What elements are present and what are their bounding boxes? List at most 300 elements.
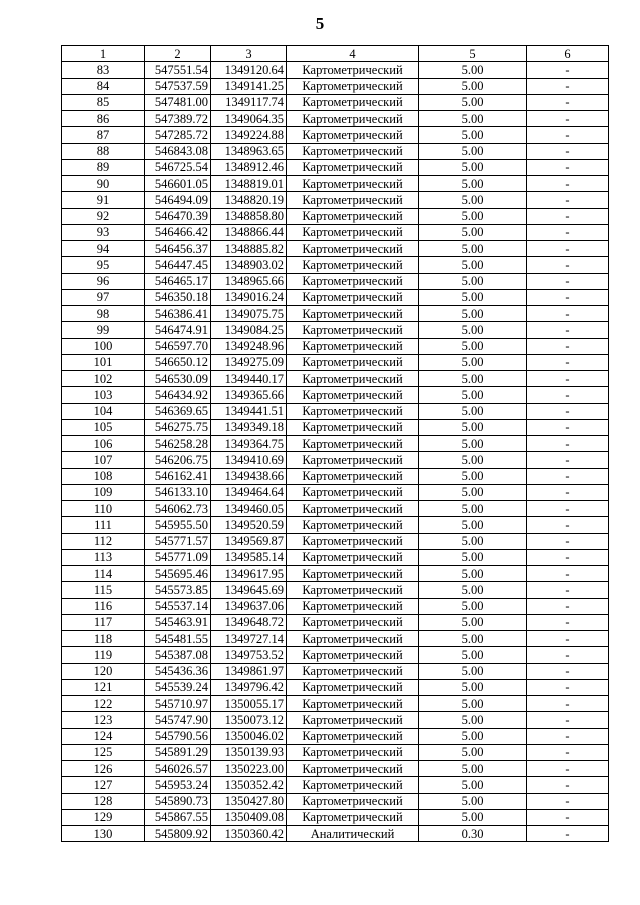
table-row — [62, 192, 609, 208]
accuracy-cell: 5.00 — [419, 566, 527, 582]
accuracy-cell: 5.00 — [419, 111, 527, 127]
table-row — [62, 322, 609, 338]
table-row — [62, 273, 609, 289]
point-number-cell: 109 — [62, 484, 145, 500]
method-cell: Картометрический — [287, 371, 419, 387]
x-coordinate-cell: 547285.72 — [145, 127, 211, 143]
description-cell: - — [527, 322, 609, 338]
method-cell: Картометрический — [287, 468, 419, 484]
description-cell: - — [527, 761, 609, 777]
y-coordinate-cell: 1349248.96 — [211, 338, 287, 354]
point-number-cell: 118 — [62, 631, 145, 647]
description-cell: - — [527, 127, 609, 143]
accuracy-cell: 5.00 — [419, 62, 527, 78]
y-coordinate-cell: 1349520.59 — [211, 517, 287, 533]
table-row — [62, 143, 609, 159]
table-row — [62, 371, 609, 387]
y-coordinate-cell: 1349016.24 — [211, 289, 287, 305]
x-coordinate-cell: 546062.73 — [145, 501, 211, 517]
point-number-cell: 102 — [62, 371, 145, 387]
x-coordinate-cell: 546275.75 — [145, 419, 211, 435]
accuracy-cell: 5.00 — [419, 809, 527, 825]
description-cell: - — [527, 647, 609, 663]
table-row — [62, 696, 609, 712]
method-cell: Картометрический — [287, 338, 419, 354]
x-coordinate-cell: 545710.97 — [145, 696, 211, 712]
x-coordinate-cell: 546386.41 — [145, 306, 211, 322]
accuracy-cell: 5.00 — [419, 696, 527, 712]
method-cell: Картометрический — [287, 484, 419, 500]
table-row — [62, 111, 609, 127]
header-cell-accuracy: 5 — [419, 46, 527, 62]
header-cell-description: 6 — [527, 46, 609, 62]
description-cell: - — [527, 289, 609, 305]
y-coordinate-cell: 1348819.01 — [211, 176, 287, 192]
point-number-cell: 98 — [62, 306, 145, 322]
method-cell: Картометрический — [287, 111, 419, 127]
point-number-cell: 122 — [62, 696, 145, 712]
table-row — [62, 387, 609, 403]
y-coordinate-cell: 1349365.66 — [211, 387, 287, 403]
table-row — [62, 663, 609, 679]
point-number-cell: 91 — [62, 192, 145, 208]
method-cell: Картометрический — [287, 647, 419, 663]
description-cell: - — [527, 712, 609, 728]
description-cell: - — [527, 679, 609, 695]
x-coordinate-cell: 545890.73 — [145, 793, 211, 809]
method-cell: Картометрический — [287, 322, 419, 338]
y-coordinate-cell: 1348912.46 — [211, 159, 287, 175]
x-coordinate-cell: 546470.39 — [145, 208, 211, 224]
table-row — [62, 257, 609, 273]
accuracy-cell: 0.30 — [419, 826, 527, 842]
description-cell: - — [527, 728, 609, 744]
table-row — [62, 582, 609, 598]
accuracy-cell: 5.00 — [419, 614, 527, 630]
method-cell: Картометрический — [287, 419, 419, 435]
y-coordinate-cell: 1349796.42 — [211, 679, 287, 695]
description-cell: - — [527, 696, 609, 712]
table-row — [62, 777, 609, 793]
method-cell: Картометрический — [287, 273, 419, 289]
method-cell: Картометрический — [287, 436, 419, 452]
table-row — [62, 793, 609, 809]
table-row — [62, 241, 609, 257]
description-cell: - — [527, 468, 609, 484]
x-coordinate-cell: 546258.28 — [145, 436, 211, 452]
description-cell: - — [527, 111, 609, 127]
description-cell: - — [527, 208, 609, 224]
method-cell: Картометрический — [287, 241, 419, 257]
description-cell: - — [527, 517, 609, 533]
description-cell: - — [527, 777, 609, 793]
accuracy-cell: 5.00 — [419, 306, 527, 322]
method-cell: Картометрический — [287, 744, 419, 760]
point-number-cell: 120 — [62, 663, 145, 679]
table-row — [62, 436, 609, 452]
y-coordinate-cell: 1349617.95 — [211, 566, 287, 582]
method-cell: Картометрический — [287, 403, 419, 419]
y-coordinate-cell: 1349141.25 — [211, 78, 287, 94]
point-number-cell: 90 — [62, 176, 145, 192]
accuracy-cell: 5.00 — [419, 387, 527, 403]
x-coordinate-cell: 545539.24 — [145, 679, 211, 695]
description-cell: - — [527, 371, 609, 387]
page-number: 5 — [315, 14, 325, 33]
description-cell: - — [527, 176, 609, 192]
description-cell: - — [527, 501, 609, 517]
description-cell: - — [527, 598, 609, 614]
method-cell: Картометрический — [287, 387, 419, 403]
y-coordinate-cell: 1349648.72 — [211, 614, 287, 630]
table-row — [62, 78, 609, 94]
x-coordinate-cell: 545747.90 — [145, 712, 211, 728]
x-coordinate-cell: 546650.12 — [145, 354, 211, 370]
table-row — [62, 679, 609, 695]
y-coordinate-cell: 1349441.51 — [211, 403, 287, 419]
method-cell: Картометрический — [287, 452, 419, 468]
table-row — [62, 224, 609, 240]
description-cell: - — [527, 241, 609, 257]
method-cell: Картометрический — [287, 614, 419, 630]
accuracy-cell: 5.00 — [419, 761, 527, 777]
method-cell: Картометрический — [287, 566, 419, 582]
y-coordinate-cell: 1350223.00 — [211, 761, 287, 777]
accuracy-cell: 5.00 — [419, 241, 527, 257]
accuracy-cell: 5.00 — [419, 533, 527, 549]
accuracy-cell: 5.00 — [419, 403, 527, 419]
table-row — [62, 631, 609, 647]
method-cell: Картометрический — [287, 631, 419, 647]
table-row — [62, 614, 609, 630]
method-cell: Картометрический — [287, 696, 419, 712]
x-coordinate-cell: 545771.09 — [145, 549, 211, 565]
x-coordinate-cell: 545695.46 — [145, 566, 211, 582]
description-cell: - — [527, 631, 609, 647]
x-coordinate-cell: 545573.85 — [145, 582, 211, 598]
point-number-cell: 100 — [62, 338, 145, 354]
table-row — [62, 826, 609, 842]
description-cell: - — [527, 354, 609, 370]
accuracy-cell: 5.00 — [419, 354, 527, 370]
table-row — [62, 468, 609, 484]
y-coordinate-cell: 1349224.88 — [211, 127, 287, 143]
accuracy-cell: 5.00 — [419, 289, 527, 305]
y-coordinate-cell: 1348963.65 — [211, 143, 287, 159]
y-coordinate-cell: 1349569.87 — [211, 533, 287, 549]
description-cell: - — [527, 143, 609, 159]
table-row — [62, 501, 609, 517]
accuracy-cell: 5.00 — [419, 436, 527, 452]
y-coordinate-cell: 1348965.66 — [211, 273, 287, 289]
point-number-cell: 83 — [62, 62, 145, 78]
point-number-cell: 124 — [62, 728, 145, 744]
x-coordinate-cell: 545955.50 — [145, 517, 211, 533]
table-row — [62, 62, 609, 78]
method-cell: Картометрический — [287, 501, 419, 517]
accuracy-cell: 5.00 — [419, 143, 527, 159]
table-row — [62, 354, 609, 370]
x-coordinate-cell: 545387.08 — [145, 647, 211, 663]
description-cell: - — [527, 484, 609, 500]
y-coordinate-cell: 1349438.66 — [211, 468, 287, 484]
accuracy-cell: 5.00 — [419, 452, 527, 468]
point-number-cell: 127 — [62, 777, 145, 793]
description-cell: - — [527, 793, 609, 809]
y-coordinate-cell: 1349364.75 — [211, 436, 287, 452]
description-cell: - — [527, 744, 609, 760]
method-cell: Картометрический — [287, 354, 419, 370]
accuracy-cell: 5.00 — [419, 192, 527, 208]
point-number-cell: 89 — [62, 159, 145, 175]
point-number-cell: 113 — [62, 549, 145, 565]
x-coordinate-cell: 546456.37 — [145, 241, 211, 257]
accuracy-cell: 5.00 — [419, 338, 527, 354]
accuracy-cell: 5.00 — [419, 159, 527, 175]
x-coordinate-cell: 545809.92 — [145, 826, 211, 842]
description-cell: - — [527, 419, 609, 435]
method-cell: Картометрический — [287, 761, 419, 777]
y-coordinate-cell: 1350073.12 — [211, 712, 287, 728]
table-row — [62, 761, 609, 777]
point-number-cell: 95 — [62, 257, 145, 273]
y-coordinate-cell: 1349120.64 — [211, 62, 287, 78]
x-coordinate-cell: 545463.91 — [145, 614, 211, 630]
point-number-cell: 87 — [62, 127, 145, 143]
accuracy-cell: 5.00 — [419, 371, 527, 387]
table-row — [62, 419, 609, 435]
point-number-cell: 105 — [62, 419, 145, 435]
point-number-cell: 86 — [62, 111, 145, 127]
x-coordinate-cell: 546133.10 — [145, 484, 211, 500]
y-coordinate-cell: 1350055.17 — [211, 696, 287, 712]
description-cell: - — [527, 387, 609, 403]
accuracy-cell: 5.00 — [419, 712, 527, 728]
point-number-cell: 112 — [62, 533, 145, 549]
table-row — [62, 452, 609, 468]
table-row — [62, 517, 609, 533]
header-row — [62, 46, 609, 62]
accuracy-cell: 5.00 — [419, 208, 527, 224]
accuracy-cell: 5.00 — [419, 468, 527, 484]
y-coordinate-cell: 1349727.14 — [211, 631, 287, 647]
accuracy-cell: 5.00 — [419, 501, 527, 517]
y-coordinate-cell: 1348903.02 — [211, 257, 287, 273]
method-cell: Картометрический — [287, 94, 419, 110]
accuracy-cell: 5.00 — [419, 127, 527, 143]
description-cell: - — [527, 809, 609, 825]
description-cell: - — [527, 257, 609, 273]
accuracy-cell: 5.00 — [419, 679, 527, 695]
x-coordinate-cell: 545953.24 — [145, 777, 211, 793]
x-coordinate-cell: 545867.55 — [145, 809, 211, 825]
method-cell: Картометрический — [287, 159, 419, 175]
accuracy-cell: 5.00 — [419, 744, 527, 760]
accuracy-cell: 5.00 — [419, 728, 527, 744]
point-number-cell: 128 — [62, 793, 145, 809]
x-coordinate-cell: 546725.54 — [145, 159, 211, 175]
x-coordinate-cell: 546597.70 — [145, 338, 211, 354]
method-cell: Картометрический — [287, 176, 419, 192]
table-header — [62, 46, 609, 62]
accuracy-cell: 5.00 — [419, 647, 527, 663]
point-number-cell: 125 — [62, 744, 145, 760]
description-cell: - — [527, 436, 609, 452]
header-cell-point: 1 — [62, 46, 145, 62]
accuracy-cell: 5.00 — [419, 176, 527, 192]
x-coordinate-cell: 546465.17 — [145, 273, 211, 289]
table-row — [62, 598, 609, 614]
point-number-cell: 103 — [62, 387, 145, 403]
x-coordinate-cell: 545771.57 — [145, 533, 211, 549]
description-cell: - — [527, 403, 609, 419]
description-cell: - — [527, 826, 609, 842]
table-row — [62, 712, 609, 728]
point-number-cell: 93 — [62, 224, 145, 240]
y-coordinate-cell: 1349440.17 — [211, 371, 287, 387]
description-cell: - — [527, 78, 609, 94]
point-number-cell: 123 — [62, 712, 145, 728]
method-cell: Картометрический — [287, 793, 419, 809]
y-coordinate-cell: 1349861.97 — [211, 663, 287, 679]
table-row — [62, 744, 609, 760]
description-cell: - — [527, 663, 609, 679]
point-number-cell: 117 — [62, 614, 145, 630]
method-cell: Картометрический — [287, 208, 419, 224]
accuracy-cell: 5.00 — [419, 322, 527, 338]
method-cell: Картометрический — [287, 582, 419, 598]
point-number-cell: 108 — [62, 468, 145, 484]
point-number-cell: 96 — [62, 273, 145, 289]
x-coordinate-cell: 547481.00 — [145, 94, 211, 110]
y-coordinate-cell: 1349585.14 — [211, 549, 287, 565]
x-coordinate-cell: 547551.54 — [145, 62, 211, 78]
accuracy-cell: 5.00 — [419, 793, 527, 809]
method-cell: Картометрический — [287, 663, 419, 679]
accuracy-cell: 5.00 — [419, 777, 527, 793]
y-coordinate-cell: 1350360.42 — [211, 826, 287, 842]
point-number-cell: 97 — [62, 289, 145, 305]
table-row — [62, 484, 609, 500]
x-coordinate-cell: 546369.65 — [145, 403, 211, 419]
point-number-cell: 110 — [62, 501, 145, 517]
description-cell: - — [527, 62, 609, 78]
point-number-cell: 130 — [62, 826, 145, 842]
method-cell: Картометрический — [287, 289, 419, 305]
x-coordinate-cell: 545481.55 — [145, 631, 211, 647]
description-cell: - — [527, 192, 609, 208]
method-cell: Картометрический — [287, 777, 419, 793]
x-coordinate-cell: 545891.29 — [145, 744, 211, 760]
table-row — [62, 159, 609, 175]
description-cell: - — [527, 224, 609, 240]
point-number-cell: 119 — [62, 647, 145, 663]
method-cell: Аналитический — [287, 826, 419, 842]
x-coordinate-cell: 546466.42 — [145, 224, 211, 240]
y-coordinate-cell: 1349275.09 — [211, 354, 287, 370]
table-row — [62, 338, 609, 354]
description-cell: - — [527, 582, 609, 598]
point-number-cell: 84 — [62, 78, 145, 94]
y-coordinate-cell: 1348866.44 — [211, 224, 287, 240]
point-number-cell: 111 — [62, 517, 145, 533]
y-coordinate-cell: 1350139.93 — [211, 744, 287, 760]
accuracy-cell: 5.00 — [419, 273, 527, 289]
x-coordinate-cell: 546434.92 — [145, 387, 211, 403]
method-cell: Картометрический — [287, 127, 419, 143]
y-coordinate-cell: 1350409.08 — [211, 809, 287, 825]
coordinates-table — [61, 45, 609, 842]
point-number-cell: 114 — [62, 566, 145, 582]
y-coordinate-cell: 1349464.64 — [211, 484, 287, 500]
y-coordinate-cell: 1349410.69 — [211, 452, 287, 468]
method-cell: Картометрический — [287, 809, 419, 825]
table-row — [62, 533, 609, 549]
point-number-cell: 101 — [62, 354, 145, 370]
accuracy-cell: 5.00 — [419, 484, 527, 500]
table-row — [62, 549, 609, 565]
description-cell: - — [527, 94, 609, 110]
accuracy-cell: 5.00 — [419, 257, 527, 273]
point-number-cell: 85 — [62, 94, 145, 110]
y-coordinate-cell: 1350427.80 — [211, 793, 287, 809]
x-coordinate-cell: 546206.75 — [145, 452, 211, 468]
x-coordinate-cell: 546350.18 — [145, 289, 211, 305]
y-coordinate-cell: 1348858.80 — [211, 208, 287, 224]
description-cell: - — [527, 273, 609, 289]
accuracy-cell: 5.00 — [419, 598, 527, 614]
x-coordinate-cell: 546447.45 — [145, 257, 211, 273]
method-cell: Картометрический — [287, 598, 419, 614]
header-cell-y: 3 — [211, 46, 287, 62]
table-row — [62, 728, 609, 744]
y-coordinate-cell: 1349075.75 — [211, 306, 287, 322]
table-row — [62, 208, 609, 224]
table-row — [62, 566, 609, 582]
point-number-cell: 129 — [62, 809, 145, 825]
y-coordinate-cell: 1349349.18 — [211, 419, 287, 435]
y-coordinate-cell: 1349637.06 — [211, 598, 287, 614]
description-cell: - — [527, 566, 609, 582]
point-number-cell: 92 — [62, 208, 145, 224]
y-coordinate-cell: 1350046.02 — [211, 728, 287, 744]
table-body — [62, 62, 609, 842]
method-cell: Картометрический — [287, 728, 419, 744]
method-cell: Картометрический — [287, 533, 419, 549]
accuracy-cell: 5.00 — [419, 517, 527, 533]
header-cell-method: 4 — [287, 46, 419, 62]
point-number-cell: 104 — [62, 403, 145, 419]
x-coordinate-cell: 546494.09 — [145, 192, 211, 208]
accuracy-cell: 5.00 — [419, 224, 527, 240]
x-coordinate-cell: 547537.59 — [145, 78, 211, 94]
x-coordinate-cell: 547389.72 — [145, 111, 211, 127]
table-row — [62, 306, 609, 322]
table-row — [62, 289, 609, 305]
description-cell: - — [527, 306, 609, 322]
point-number-cell: 116 — [62, 598, 145, 614]
method-cell: Картометрический — [287, 712, 419, 728]
method-cell: Картометрический — [287, 517, 419, 533]
accuracy-cell: 5.00 — [419, 94, 527, 110]
x-coordinate-cell: 546474.91 — [145, 322, 211, 338]
y-coordinate-cell: 1349645.69 — [211, 582, 287, 598]
method-cell: Картометрический — [287, 224, 419, 240]
method-cell: Картометрический — [287, 257, 419, 273]
method-cell: Картометрический — [287, 549, 419, 565]
method-cell: Картометрический — [287, 306, 419, 322]
point-number-cell: 94 — [62, 241, 145, 257]
